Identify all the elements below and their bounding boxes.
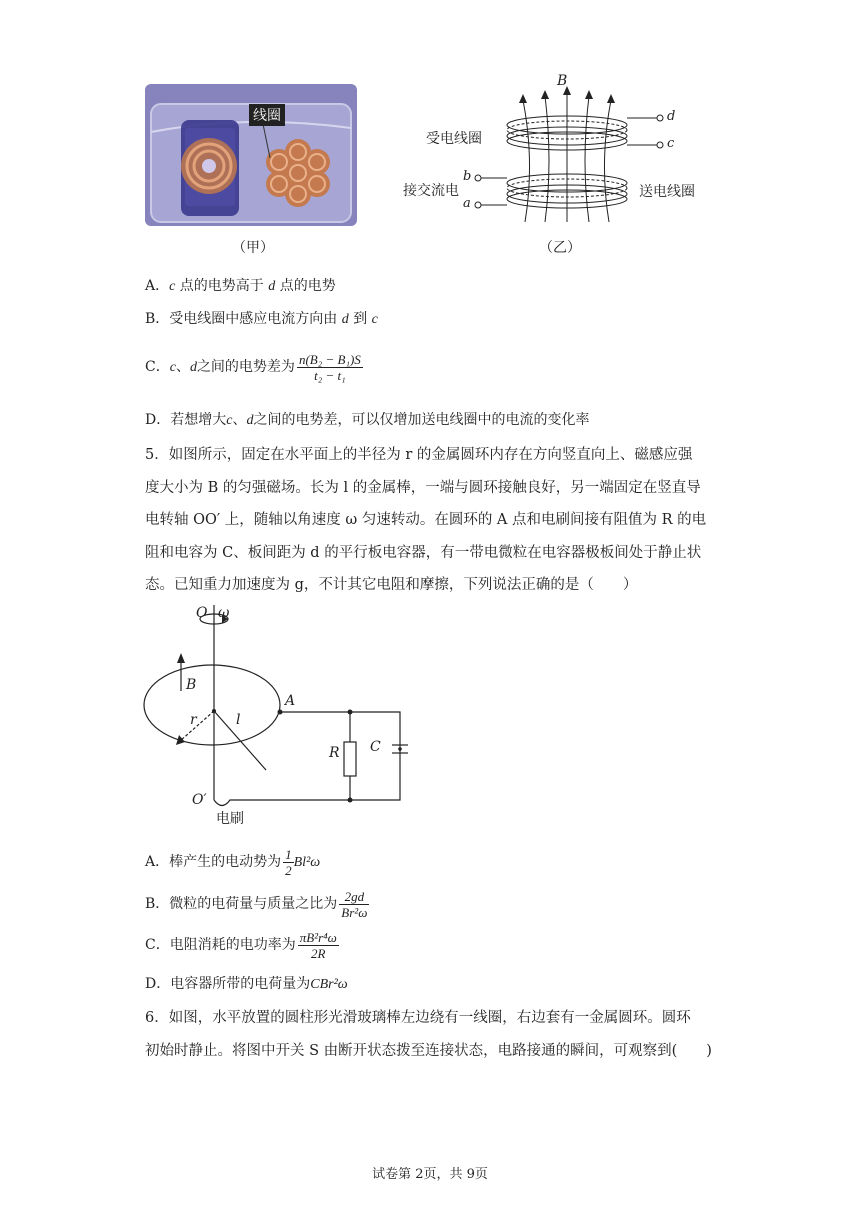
send-coil-label: 送电线圈 [639, 184, 695, 200]
q5-line: 度大小为 B 的匀强磁场。长为 l 的金属棒，一端与圆环接触良好，另一端固定在竖直导 [145, 479, 701, 496]
terminal-a: a [463, 196, 471, 211]
terminal-d: d [667, 109, 676, 124]
q4-option-b[interactable]: B．受电线圈中感应电流方向由 d 到 c [145, 311, 378, 327]
figure-jia [145, 84, 357, 226]
q5-option-b[interactable]: B．微粒的电荷量与质量之比为 $\frac{2gd}{\text{Br²ω}}$ [145, 888, 368, 920]
label-a: A [285, 693, 296, 709]
q5-stem [145, 439, 725, 602]
field-label-b: B [557, 73, 568, 89]
label-o: O [196, 605, 208, 621]
label-r-resistor: R [329, 745, 340, 761]
ac-input-label: 接交流电 [403, 183, 459, 199]
q6-line: 初始时静止。将图中开关 S 由断开状态拨至连接状态，电路接通的瞬间，可观察到( ) [145, 1042, 712, 1059]
page-footer: 试卷第 2页，共 9页 [372, 1167, 488, 1182]
label-o-prime: O′ [192, 792, 207, 808]
coil-label: 线圈 [249, 104, 285, 126]
figure-yi [395, 72, 705, 232]
q5-option-c[interactable]: C．电阻消耗的电功率为 $\frac{\text{πB²r⁴ω}}{2R}$ [145, 929, 337, 961]
label-omega: ω [218, 605, 230, 621]
label-brush: 电刷 [216, 811, 244, 827]
q6-line: 6．如图，水平放置的圆柱形光滑玻璃棒左边绕有一线圈，右边套有一金属圆环。圆环 [145, 1010, 691, 1026]
label-b: B [186, 677, 197, 693]
caption-jia: （甲） [232, 240, 274, 256]
formula-c-power-fraction: $\frac{\text{πB²r⁴ω}}{2R}$ [299, 929, 337, 961]
formula-a-fraction: $\frac{1}{2}$ [285, 846, 292, 878]
formula-c-fraction: $\frac{\text{n(B₂ − B₁)S}}{\text{t₂ − t₁}}$ [298, 351, 361, 383]
q5-option-d[interactable]: D．电容器所带的电荷量为CBr²ω [145, 976, 348, 992]
q5-line: 5．如图所示，固定在水平面上的半径为 r 的金属圆环内存在方向竖直向上、磁感应强 [145, 447, 693, 463]
label-r: r [190, 712, 197, 728]
q5-line: 电转轴 OO′ 上，随轴以角速度 ω 匀速转动。在圆环的 A 点和电刷间接有阻值为 R 的电 [145, 512, 707, 528]
q4-option-a[interactable]: A．c 点的电势高于 d 点的电势 [145, 278, 336, 294]
q5-figure [130, 605, 430, 830]
caption-yi: （乙） [539, 240, 581, 256]
q5-line: 阻和电容为 C、板间距为 d 的平行板电容器，有一带电微粒在电容器极板间处于静止状 [145, 544, 702, 561]
q4-option-c[interactable]: C．c、d之间的电势差为 $\frac{\text{n(B₂ − B₁)S}}{\text{t₂ − t₁}}$ [145, 351, 361, 383]
terminal-b: b [463, 169, 472, 184]
label-l: l [236, 712, 241, 728]
label-c-capacitor: C [370, 739, 381, 755]
q5-option-a[interactable]: A．棒产生的电动势为 $\frac{1}{2}$ Bl²ω [145, 846, 321, 878]
receive-coil-label: 受电线圈 [426, 131, 482, 147]
terminal-c: c [667, 136, 675, 151]
q5-line: 态。已知重力加速度为 g，不计其它电阻和摩擦，下列说法正确的是（ ） [145, 577, 638, 593]
q6-stem [145, 1002, 725, 1067]
q4-option-d[interactable]: D．若想增大c、d之间的电势差，可以仅增加送电线圈中的电流的变化率 [145, 412, 590, 428]
formula-b-fraction: $\frac{2gd}{\text{Br²ω}}$ [341, 888, 368, 920]
